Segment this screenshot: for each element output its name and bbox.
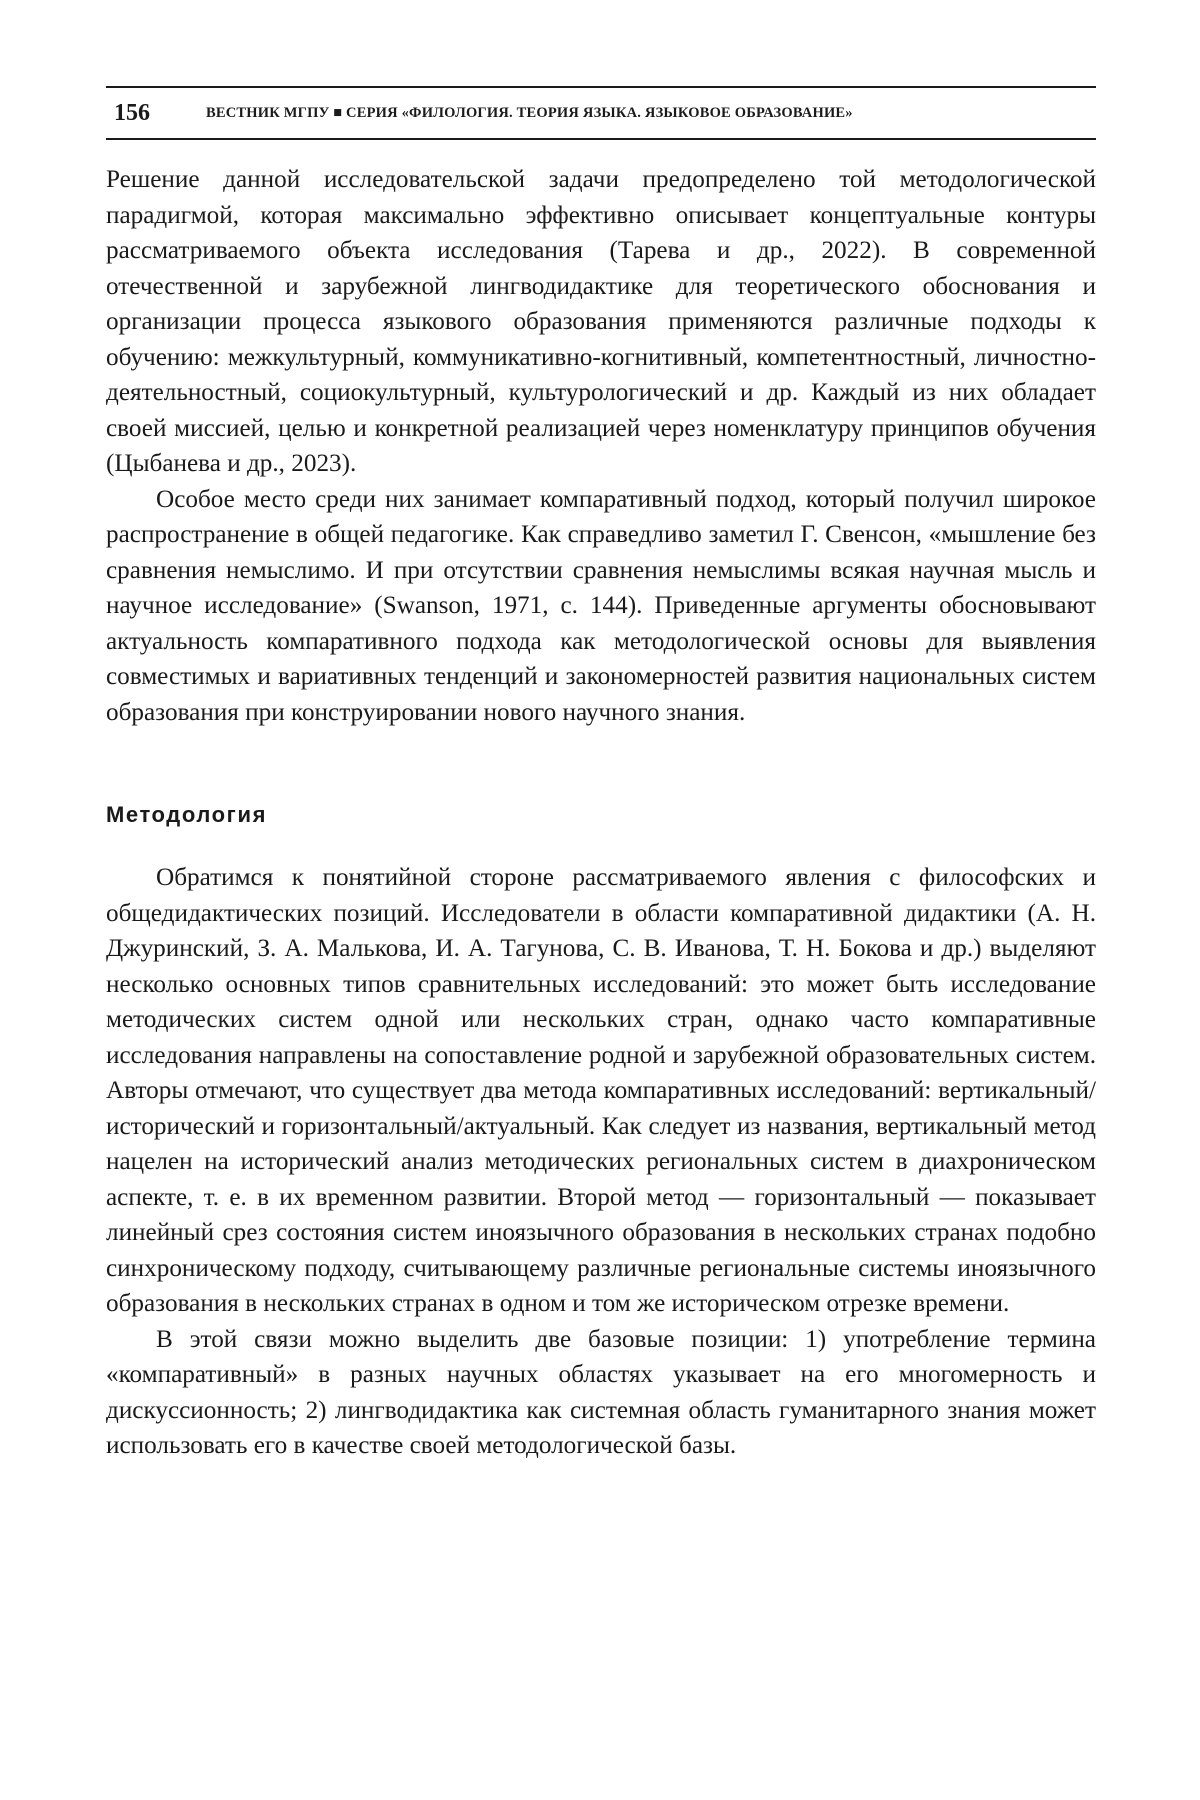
intro-section xyxy=(106,162,1096,730)
page-number: 156 xyxy=(106,100,206,127)
running-head xyxy=(106,86,1096,140)
body-paragraph: Особое место среди них занимает компаративный подход, который получил широкое распространение в общей педагогике. Как справедливо заметил Г. Свенсон, «мышление без сравнения немыслимо. И при отсутствии сравнения немыслимы всякая научная мысль и научное исследование» (Swanson, 1971, с. 144). Приведенные аргументы обосновывают актуальность компаративного подхода как методологической основы для выявления совместимых и вариативных тенденций и закономерностей развития национальных систем образования при конструировании нового научного знания. xyxy=(106,482,1096,731)
body-paragraph: Решение данной исследовательской задачи предопределено той методологической парадигмой, которая максимально эффективно описывает концептуальные контуры рассматриваемого объекта исследования (Тарева и др., 2022). В современной отечественной и зарубежной лингводидактике для теоретического обоснования и организации процесса языкового образования применяются различные подходы к обучению: межкультурный, коммуникативно-когнитивный, компетентностный, личностно-деятельностный, социокультурный, культурологический и др. Каждый из них обладает своей миссией, целью и конкретной реализацией через номенклатуру принципов обучения (Цыбанева и др., 2023). xyxy=(106,162,1096,482)
section-heading-methodology: Методология xyxy=(106,802,1096,828)
body-paragraph: В этой связи можно выделить две базовые позиции: 1) употребление термина «компаративный» в разных научных областях указывает на его многомерность и дискуссионность; 2) лингводидактика как системная область гуманитарного знания может использовать его в качестве своей методологической базы. xyxy=(106,1322,1096,1464)
body-paragraph: Обратимся к понятийной стороне рассматриваемого явления с философских и общедидактических позиций. Исследователи в области компаративной дидактики (А. Н. Джуринский, З. А. Малькова, И. А. Тагунова, С. В. Иванова, Т. Н. Бокова и др.) выделяют несколько основных типов сравнительных исследований: это может быть исследование методических систем одной или нескольких стран, однако часто компаративные исследования направлены на сопоставление родной и зарубежной образовательных систем. Авторы отмечают, что существует два метода компаративных исследований: вертикальный/исторический и горизонтальный/актуальный. Как следует из названия, вертикальный метод нацелен на исторический анализ методических региональных систем в диахроническом аспекте, т. е. в их временном развитии. Второй метод — горизонтальный — показывает линейный срез состояния систем иноязычного образования в нескольких странах подобно синхроническому подходу, считывающему различные региональные системы иноязычного образования в нескольких странах в одном и том же историческом отрезке времени. xyxy=(106,860,1096,1322)
methodology-section xyxy=(106,860,1096,1464)
journal-page xyxy=(106,86,1096,1464)
journal-title: ВЕСТНИК МГПУ ■ СЕРИЯ «ФИЛОЛОГИЯ. ТЕОРИЯ ЯЗЫКА. ЯЗЫКОВОЕ ОБРАЗОВАНИЕ» xyxy=(206,105,853,122)
